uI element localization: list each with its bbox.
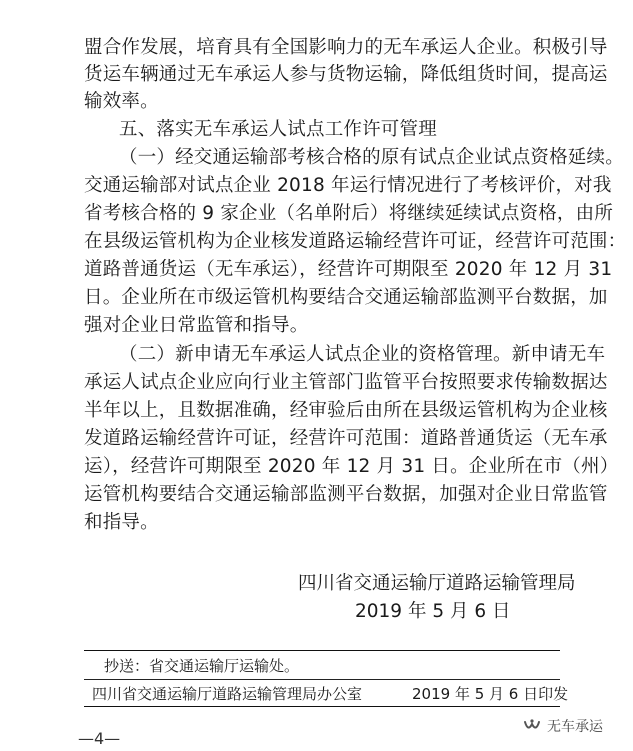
wechat-channel-logo-icon [522,716,542,736]
cc-bottom-rule [84,679,560,680]
body-line: 道路普通货运（无车承运），经营许可期限至 2020 年 12 月 31 [84,259,613,280]
signature-date: 2019 年 5 月 6 日 [355,601,511,622]
issue-date: 2019 年 5 月 6 日印发 [412,685,569,703]
body-line: 发道路运输经营许可证，经营许可范围：道路普通货运（无车承 [84,428,608,449]
signature-org: 四川省交通运输厅道路运输管理局 [298,573,576,594]
watermark-text: 无车承运 [547,719,603,735]
body-line: 盟合作发展，培育具有全国影响力的无车承运人企业。积极引导 [84,37,608,58]
body-line: 在县级运管机构为企业核发道路运输经营许可证，经营许可范围： [84,231,627,252]
body-line: 半年以上，且数据准确，经审验后由所在县级运管机构为企业核 [84,400,608,421]
cc-top-rule [84,650,560,651]
footer-bottom-rule [84,706,560,707]
body-line: 和指导。 [84,512,159,533]
issuer-office: 四川省交通运输厅道路运输管理局办公室 [92,685,363,703]
cc-line: 抄送：省交通运输厅运输处。 [104,657,300,675]
body-line: 省考核合格的 9 家企业（名单附后）将继续延续试点资格，由所 [84,203,614,224]
watermark [522,715,603,737]
body-line: 承运人试点企业应向行业主管部门监管平台按照要求传输数据达 [84,372,608,393]
body-line: 强对企业日常监管和指导。 [84,315,309,336]
subsection-heading: （一）经交通运输部考核合格的原有试点企业试点资格延续。 [119,147,624,168]
body-line: 交通运输部对试点企业 2018 年运行情况进行了考核评价，对我 [84,175,612,196]
body-line: 运管机构要结合交通运输部监测平台数据，加强对企业日常监管 [84,484,608,505]
body-line: 货运车辆通过无车承运人参与货物运输，降低组货时间，提高运 [84,64,608,85]
body-line: 输效率。 [84,91,159,112]
subsection-heading: （二）新申请无车承运人试点企业的资格管理。新申请无车 [119,344,606,365]
body-line: 运），经营许可期限至 2020 年 12 月 31 日。企业所在市（州） [84,456,619,477]
body-line: 日。企业所在市级运管机构要结合交通运输部监测平台数据，加 [84,287,608,308]
page-number: —4— [78,729,121,748]
section-heading: 五、落实无车承运人试点工作许可管理 [119,119,437,140]
